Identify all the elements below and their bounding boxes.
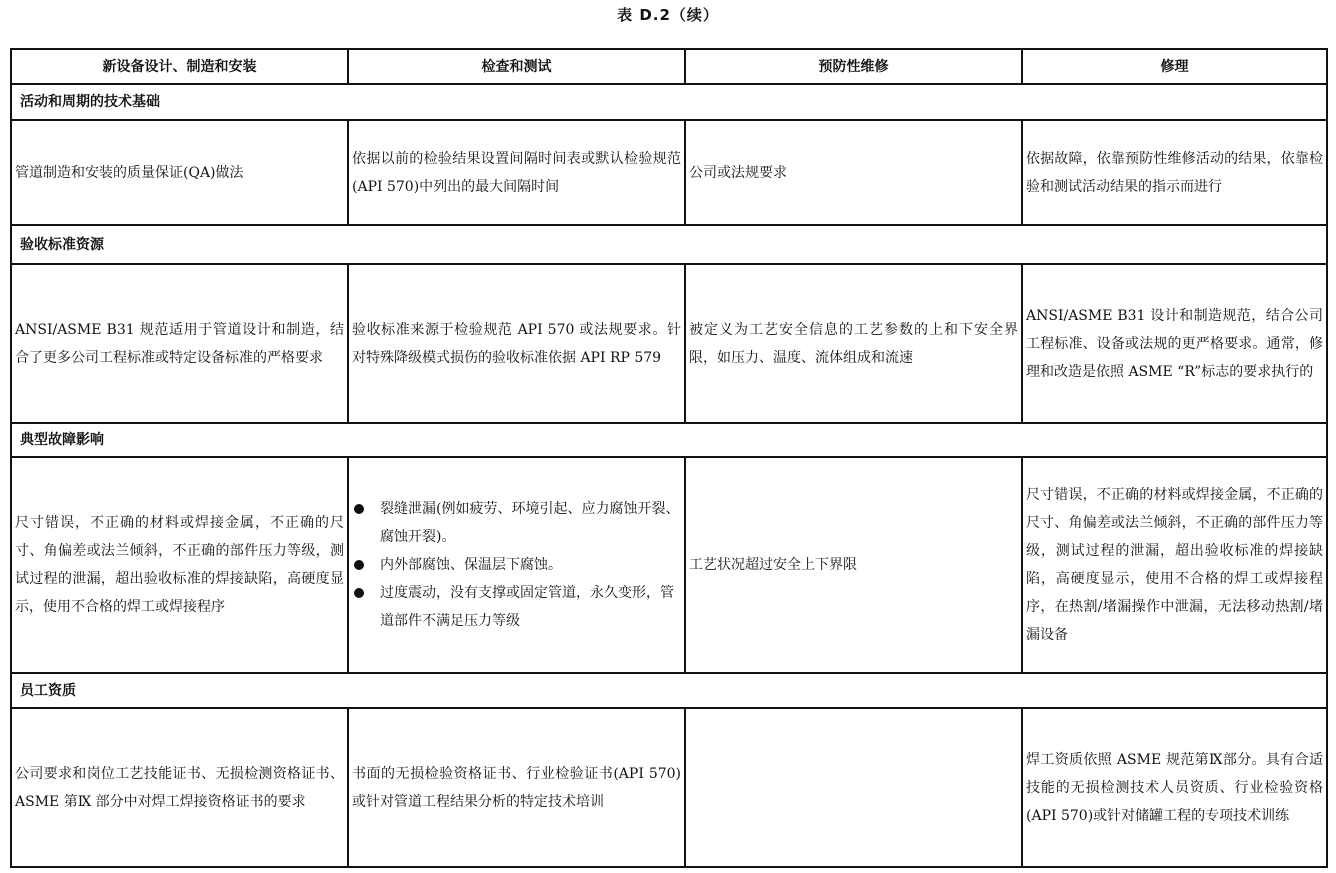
cell-repair: 尺寸错误，不正确的材料或焊接金属，不正确的尺寸、角偏差或法兰倾斜，不正确的部件压力等级，测试过程的泄漏，超出验收标准的焊接缺陷，高硬度显示，使用不合格的焊工或焊接程序，在热割/堵漏操作中泄漏，无法移动热割/堵漏设备 [1022,457,1327,673]
cell-preventive-maintenance: 被定义为工艺安全信息的工艺参数的上和下安全界限，如压力、温度、流体组成和流速 [685,264,1022,423]
table-row [11,457,1327,673]
section-row-acceptance-criteria [11,225,1327,264]
bullet-icon [354,588,364,598]
cell-new-equipment: 管道制造和安装的质量保证(QA)做法 [11,120,348,225]
maintenance-table [10,48,1328,868]
header-inspection-testing: 检查和测试 [348,49,685,84]
list-item-text: 过度震动，没有支撑或固定管道，永久变形，管道部件不满足压力等级 [380,585,674,629]
section-title: 活动和周期的技术基础 [11,84,1327,120]
section-title: 验收标准资源 [11,225,1327,264]
table-header-row [11,49,1327,84]
cell-new-equipment: 尺寸错误，不正确的材料或焊接金属，不正确的尺寸、角偏差或法兰倾斜，不正确的部件压力等级，测试过程的泄漏，超出验收标准的焊接缺陷，高硬度显示，使用不合格的焊工或焊接程序 [11,457,348,673]
cell-preventive-maintenance: 工艺状况超过安全上下界限 [685,457,1022,673]
table-row [11,264,1327,423]
bullet-list [352,495,681,635]
section-row-technical-basis [11,84,1327,120]
cell-inspection-testing: 验收标准来源于检验规范 API 570 或法规要求。针对特殊降级模式损伤的验收标准依据 API RP 579 [348,264,685,423]
header-preventive-maintenance: 预防性维修 [685,49,1022,84]
cell-inspection-testing: 书面的无损检验资格证书、行业检验证书(API 570)或针对管道工程结果分析的特定技术培训 [348,708,685,867]
cell-new-equipment: 公司要求和岗位工艺技能证书、无损检测资格证书、ASME 第Ⅸ 部分中对焊工焊接资格证书的要求 [11,708,348,867]
cell-repair: ANSI/ASME B31 设计和制造规范，结合公司工程标准、设备或法规的更严格要求。通常，修理和改造是依照 ASME “R”标志的要求执行的 [1022,264,1327,423]
list-item [352,579,681,635]
cell-repair: 焊工资质依照 ASME 规范第Ⅸ部分。具有合适技能的无损检测技术人员资质、行业检验资格(API 570)或针对储罐工程的专项技术训练 [1022,708,1327,867]
list-item-text: 内外部腐蚀、保温层下腐蚀。 [380,557,562,573]
section-row-failure-impact [11,423,1327,457]
section-title: 员工资质 [11,673,1327,708]
section-row-staff-qualification [11,673,1327,708]
table-row [11,708,1327,867]
section-title: 典型故障影响 [11,423,1327,457]
cell-preventive-maintenance: 公司或法规要求 [685,120,1022,225]
header-new-equipment: 新设备设计、制造和安装 [11,49,348,84]
bullet-icon [354,504,364,514]
cell-inspection-testing [348,457,685,673]
list-item-text: 裂缝泄漏(例如疲劳、环境引起、应力腐蚀开裂、腐蚀开裂)。 [380,501,680,545]
header-repair: 修理 [1022,49,1327,84]
bullet-icon [354,560,364,570]
list-item [352,495,681,551]
table-caption: 表 D.2（续） [617,6,719,24]
cell-preventive-maintenance [685,708,1022,867]
table-row [11,120,1327,225]
cell-inspection-testing: 依据以前的检验结果设置间隔时间表或默认检验规范(API 570)中列出的最大间隔时间 [348,120,685,225]
cell-repair: 依据故障，依靠预防性维修活动的结果，依靠检验和测试活动结果的指示而进行 [1022,120,1327,225]
cell-new-equipment: ANSI/ASME B31 规范适用于管道设计和制造，结合了更多公司工程标准或特定设备标准的严格要求 [11,264,348,423]
list-item [352,551,681,579]
